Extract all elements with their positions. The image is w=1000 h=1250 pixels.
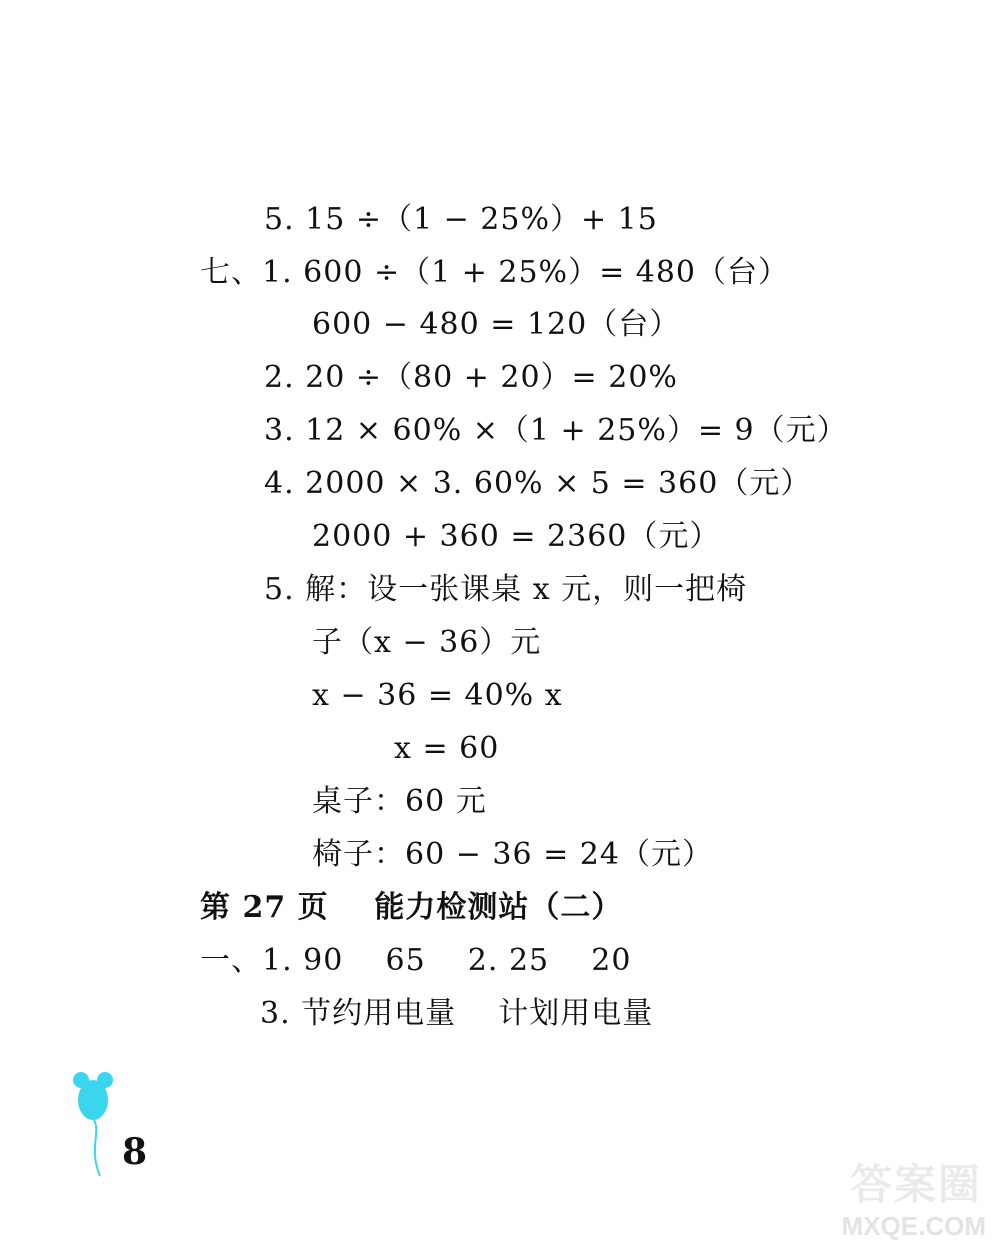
watermark-domain: MXQE.COM	[841, 1211, 986, 1241]
answer-line-6: 4. 2000 × 3. 60% × 5 = 360（元）	[264, 466, 812, 501]
page-number: 8	[122, 1131, 148, 1173]
answer-line-5: 3. 12 × 60% ×（1 + 25%）= 9（元）	[264, 413, 848, 448]
answer-line-8: 5. 解：设一张课桌 x 元，则一把椅	[264, 572, 748, 607]
answer-line-12: 桌子：60 元	[312, 784, 487, 819]
watermark-title: 答案圈	[849, 1160, 982, 1209]
answer-line-4: 2. 20 ÷（80 + 20）= 20%	[264, 360, 678, 395]
mouse-icon	[72, 1070, 118, 1180]
answer-line-1: 5. 15 ÷（1 − 25%）+ 15	[264, 202, 658, 237]
answer-line-7: 2000 + 360 = 2360（元）	[312, 519, 721, 554]
answer-line-2: 七、1. 600 ÷（1 + 25%）= 480（台）	[200, 255, 790, 290]
answer-line-13: 椅子：60 − 36 = 24（元）	[312, 837, 713, 872]
watermark	[816, 1152, 986, 1242]
section-heading: 第 27 页 能力检测站（二）	[200, 890, 623, 925]
answer-line-9: 子（x − 36）元	[312, 625, 542, 660]
answer-line-15: 一、1. 90 65 2. 25 20	[200, 943, 632, 978]
answer-line-10: x − 36 = 40% x	[312, 678, 563, 713]
answer-line-3: 600 − 480 = 120（台）	[312, 307, 681, 342]
answer-line-16: 3. 节约用电量 计划用电量	[260, 996, 654, 1031]
answer-line-11: x = 60	[394, 731, 500, 766]
